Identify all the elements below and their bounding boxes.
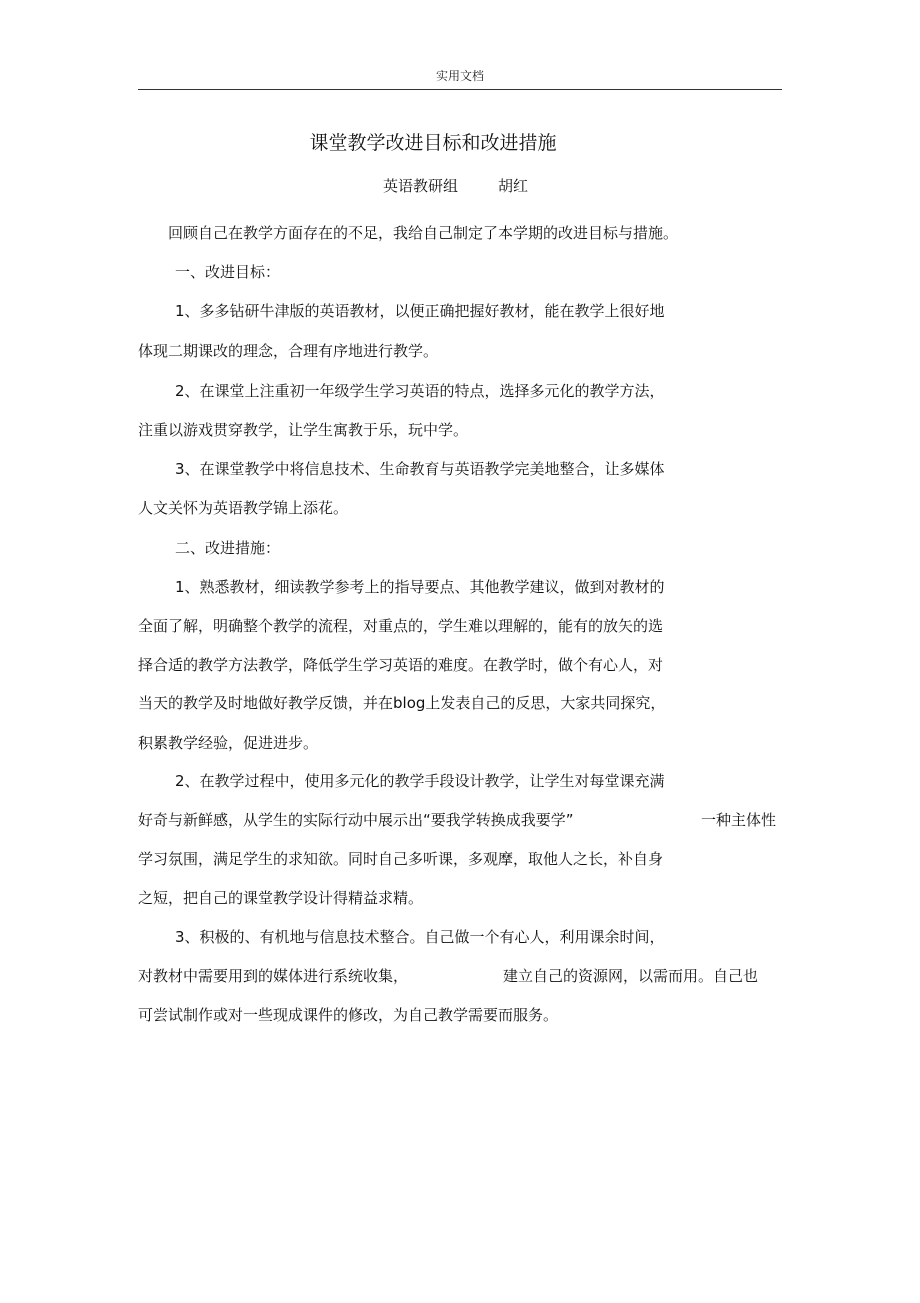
measure-2-line-1: 2、在教学过程中，使用多元化的教学手段设计教学，让学生对每堂课充满 <box>175 772 665 790</box>
goal-3-line-2: 人文关怀为英语教学锦上添花。 <box>138 499 349 517</box>
document-title: 课堂教学改进目标和改进措施 <box>309 132 557 154</box>
section-heading-goals: 一、改进目标： <box>175 263 281 281</box>
measure-3-line-1: 3、积极的、有机地与信息技术整合。自己做一个有心人，利用课余时间， <box>175 928 665 946</box>
measure-3-line-2a: 对教材中需要用到的媒体进行系统收集， <box>138 967 409 985</box>
measure-2-line-4: 之短，把自己的课堂教学设计得精益求精。 <box>138 889 424 907</box>
header-label: 实用文档 <box>435 69 484 83</box>
header-divider <box>138 89 782 90</box>
measure-1-line-1: 1、熟悉教材，细读教学参考上的指导要点、其他教学建议，做到对教材的 <box>175 578 665 596</box>
measure-3-line-3: 可尝试制作或对一些现成课件的修改，为自己教学需要而服务。 <box>138 1006 559 1024</box>
goal-3-line-1: 3、在课堂教学中将信息技术、生命教育与英语教学完美地整合，让多媒体 <box>175 460 665 478</box>
byline <box>383 174 528 198</box>
measure-3-line-2b: 建立自己的资源网，以需而用。自己也 <box>503 967 759 985</box>
goal-1-line-2: 体现二期课改的理念，合理有序地进行教学。 <box>138 342 439 360</box>
measure-2-line-2b: 一种主体性 <box>701 811 777 829</box>
intro-paragraph: 回顾自己在教学方面存在的不足，我给自己制定了本学期的改进目标与措施。 <box>168 224 679 242</box>
measure-1-line-4: 当天的教学及时地做好教学反馈，并在blog上发表自己的反思，大家共同探究， <box>138 694 666 712</box>
goal-1-line-1: 1、多多钻研牛津版的英语教材，以便正确把握好教材，能在教学上很好地 <box>175 302 665 320</box>
measure-2-line-3: 学习氛围，满足学生的求知欲。同时自己多听课，多观摩，取他人之长，补自身 <box>138 850 664 868</box>
measure-1-line-3: 择合适的教学方法教学，降低学生学习英语的难度。在教学时，做个有心人，对 <box>138 656 664 674</box>
measure-1-line-5: 积累教学经验，促进进步。 <box>138 734 319 752</box>
byline-author: 胡红 <box>498 177 529 195</box>
measure-1-line-2: 全面了解，明确整个教学的流程，对重点的，学生难以理解的，能有的放矢的选 <box>138 617 664 635</box>
goal-2-line-1: 2、在课堂上注重初一年级学生学习英语的特点，选择多元化的教学方法， <box>175 382 665 400</box>
byline-group: 英语教研组 <box>383 177 459 195</box>
section-heading-measures: 二、改进措施： <box>175 539 281 557</box>
goal-2-line-2: 注重以游戏贯穿教学，让学生寓教于乐，玩中学。 <box>138 421 469 439</box>
measure-2-line-2a: 好奇与新鲜感，从学生的实际行动中展示出“要我学转换成我要学” <box>138 811 574 829</box>
